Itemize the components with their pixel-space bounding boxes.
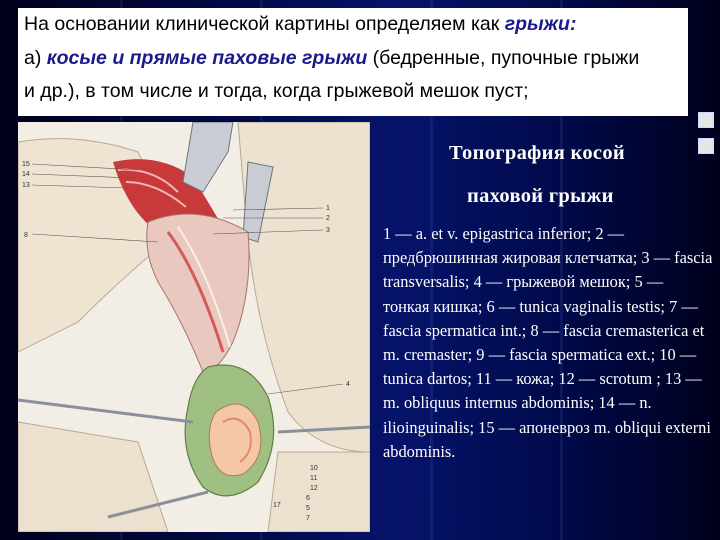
figure-label: 8: [24, 232, 28, 239]
figure-label: 5: [306, 505, 310, 512]
slide-title-line-2: паховой грыжи: [467, 185, 614, 207]
figure-label: 2: [326, 215, 330, 222]
anatomy-illustration: [18, 122, 370, 532]
figure-label: 3: [326, 227, 330, 234]
figure-label: 17: [273, 502, 281, 509]
figure-label: 15: [22, 161, 30, 168]
figure-legend: 1 — a. et v. epigastrica inferior; 2 — предбрюшинная жировая клетчатка; 3 — fascia transversalis; 4 — грыжевой мешок; 5 — тонкая кишка; 6 — tunica vaginalis testis; 7 — fascia spermatica int.; 8 — fascia cremasterica et m. cremaster; 9 — fascia spermatica ext.; 10 — tunica dartos; 11 — кожа; 12 — scrotum ; 13 — m. obliquus internus abdominis; 14 — n. ilioinguinalis; 15 — апоневроз m. obliqui externi abdominis.: [383, 224, 713, 461]
figure-label: 13: [22, 182, 30, 189]
header-line-2: [24, 47, 639, 70]
header-line-2-emphasis: косые и прямые паховые грыжи: [46, 47, 368, 69]
figure-label: 6: [306, 495, 310, 502]
figure-label: 1: [326, 205, 330, 212]
decorative-square: [698, 112, 714, 128]
header-line-3-text: и др.), в том числе и тогда, когда грыжевой мешок пуст;: [24, 80, 529, 102]
anatomy-drawing: [18, 122, 370, 532]
header-line-1-emphasis: грыжи:: [504, 13, 577, 35]
header-line-1: [24, 13, 576, 36]
figure-label: 12: [310, 485, 318, 492]
header-line-1-text: На основании клинической картины определяем как: [24, 13, 505, 35]
decorative-square: [698, 138, 714, 154]
figure-label: 10: [310, 465, 318, 472]
decorative-squares: [698, 112, 718, 164]
figure-label: 7: [306, 515, 310, 522]
figure-label: 11: [310, 475, 318, 482]
header-line-2-rest: (бедренные, пупочные грыжи: [367, 47, 640, 69]
slide-title-line-1: Топография косой: [449, 142, 625, 164]
figure-label: 14: [22, 171, 30, 178]
header-line-3: [24, 80, 529, 103]
figure-label: 4: [346, 381, 350, 388]
header-line-2-prefix: а): [24, 47, 47, 69]
